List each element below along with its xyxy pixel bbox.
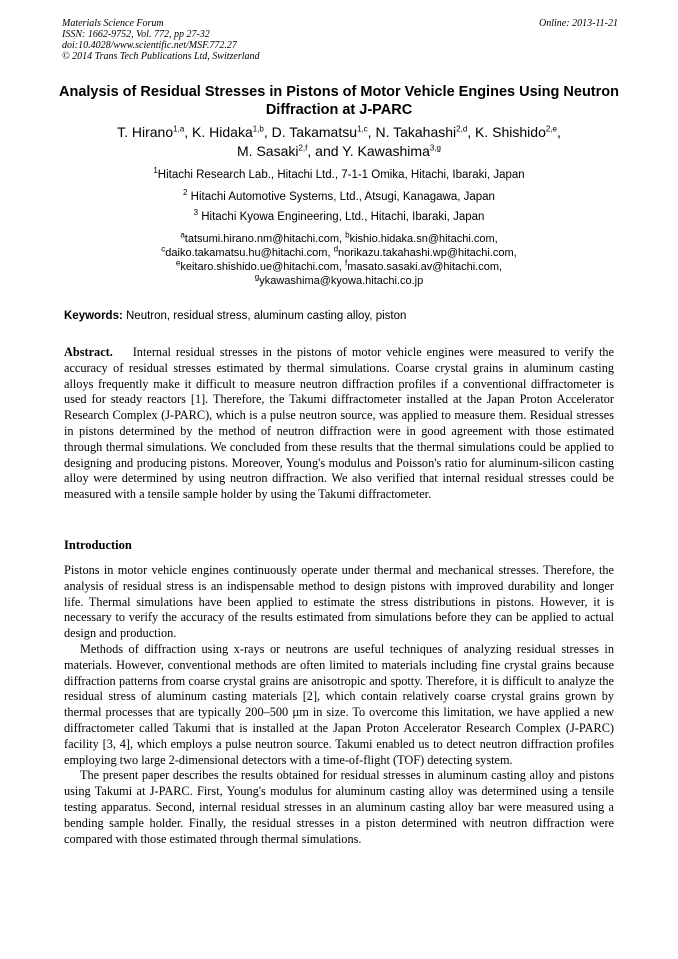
affiliation-2 xyxy=(40,190,638,204)
email-address[interactable]: masato.sasaki.av@hitachi.com, xyxy=(347,261,503,273)
abstract-label: Abstract. xyxy=(64,345,113,359)
abstract-text: Internal residual stresses in the pistons of motor vehicle engines were measured to verify the accuracy of residual stresses estimated by thermal simulations. Coarse crystal grains in aluminum casting alloys frequently make it difficult to measure neutron diffraction profiles if a conventional diffractometer is used for steady reactors [1]. Therefore, the Takumi diffractometer installed at the Japan Proton Accelerator Research Complex (J-PARC), which is a pulse neutron source, was applied to measure them. Residual stresses in pistons determined by the method of neutron diffraction were in good agreement with those estimated through thermal simulations. We concluded from these results that the thermal simulations could be applied to designing and producing pistons. Moreover, Young's modulus and Poisson's ratio for aluminum-silicon casting alloy were determined by using neutron diffraction. We also verified that internal residual stresses could be measured with a tensile sample holder by using the Takumi diffractometer. xyxy=(64,345,614,502)
email-address[interactable]: daiko.takamatsu.hu@hitachi.com, xyxy=(165,247,334,259)
paragraph: Pistons in motor vehicle engines continuously operate under thermal and mechanical stresses. Therefore, the analysis of residual stress is an indispensable method to design pistons with improved durability and longer life. Thermal simulations have been applied to estimate the stress distributions in pistons. However, it is necessary to verify the accuracy of the results estimated from simulations before they can be applied to actual design and production. xyxy=(64,563,614,641)
author-affil-mark: 1,c xyxy=(357,124,368,134)
author-name: M. Sasaki xyxy=(237,143,299,159)
email-mark: b xyxy=(345,230,350,240)
author-separator: , and xyxy=(307,143,343,159)
email-mark: d xyxy=(333,244,339,254)
author-separator: , xyxy=(263,124,272,140)
email-address[interactable]: ykawashima@kyowa.hitachi.co.jp xyxy=(259,275,424,287)
email-mark: c xyxy=(161,244,166,254)
author-separator: , xyxy=(367,124,376,140)
author-name: N. Takahashi xyxy=(375,124,457,140)
author xyxy=(375,124,467,140)
email-list xyxy=(40,232,638,288)
author-name: K. Hidaka xyxy=(192,124,253,140)
author-affil-mark: 2,e xyxy=(545,124,557,134)
author-affil-mark: 2,f xyxy=(298,143,308,153)
affiliation-text: Hitachi Automotive Systems, Ltd., Atsugi, Kanagawa, Japan xyxy=(187,191,495,203)
copyright-line: © 2014 Trans Tech Publications Ltd, Switzerland xyxy=(62,51,260,62)
affiliation-1 xyxy=(40,168,638,182)
email-address[interactable]: keitaro.shishido.ue@hitachi.com, xyxy=(180,261,345,273)
author-list xyxy=(50,123,628,161)
affiliation-text: Hitachi Kyowa Engineering, Ltd., Hitachi, Ibaraki, Japan xyxy=(198,211,485,223)
author-affil-mark: 2,d xyxy=(456,124,468,134)
author-separator: , xyxy=(184,124,193,140)
affiliation-mark: 3 xyxy=(193,208,199,218)
online-date: Online: 2013-11-21 xyxy=(539,18,618,29)
author-name: Y. Kawashima xyxy=(342,143,430,159)
keywords-line xyxy=(64,309,614,324)
author-name: D. Takamatsu xyxy=(271,124,357,140)
keywords-label: Keywords: xyxy=(64,310,123,322)
author xyxy=(192,124,264,140)
author xyxy=(237,143,307,159)
author-affil-mark: 1,b xyxy=(252,124,264,134)
affiliation-mark: 1 xyxy=(153,166,158,176)
email-mark: a xyxy=(180,230,185,240)
journal-name: Materials Science Forum xyxy=(62,18,164,29)
journal-header xyxy=(62,18,618,62)
author xyxy=(117,124,184,140)
email-mark: g xyxy=(254,272,260,282)
author-name: K. Shishido xyxy=(475,124,546,140)
author xyxy=(342,143,441,159)
affiliation-text: Hitachi Research Lab., Hitachi Ltd., 7-1-1 Omika, Hitachi, Ibaraki, Japan xyxy=(157,169,525,181)
email-address[interactable]: norikazu.takahashi.wp@hitachi.com, xyxy=(338,247,517,259)
email-mark: f xyxy=(345,258,348,268)
keywords-text: Neutron, residual stress, aluminum casting alloy, piston xyxy=(122,310,407,322)
paragraph: The present paper describes the results obtained for residual stresses in aluminum casting alloy and pistons using Takumi at J-PARC. First, Young's modulus for aluminum casting alloy was determined using a tensile testing apparatus. Second, internal residual stresses in an aluminum casting alloy bar were measured using a bending sample holder. Finally, the residual stresses in a piston determined with neutron diffraction were compared with those estimated through thermal simulations. xyxy=(64,768,614,846)
author-affil-mark: 1,a xyxy=(173,124,185,134)
section-heading-introduction: Introduction xyxy=(64,538,132,552)
email-address[interactable]: tatsumi.hirano.nm@hitachi.com, xyxy=(184,233,346,245)
author xyxy=(272,124,368,140)
email-address[interactable]: kishio.hidaka.sn@hitachi.com, xyxy=(349,233,498,245)
author-affil-mark: 3,g xyxy=(429,143,441,153)
author-separator: , xyxy=(467,124,476,140)
author-name: T. Hirano xyxy=(117,124,174,140)
doi-line: doi:10.4028/www.scientific.net/MSF.772.27 xyxy=(62,40,237,51)
affiliation-3 xyxy=(40,210,638,224)
email-mark: e xyxy=(175,258,181,268)
affiliation-mark: 2 xyxy=(183,188,188,198)
issn-line: ISSN: 1662-9752, Vol. 772, pp 27-32 xyxy=(62,29,210,40)
paper-title: Analysis of Residual Stresses in Pistons of Motor Vehicle Engines Using Neutron Diffraction at J-PARC xyxy=(59,84,619,118)
paragraph: Methods of diffraction using x-rays or neutrons are useful techniques of analyzing residual stresses in materials. However, conventional methods are often limited to materials including fine crystal grains because diffraction patterns from coarse crystal grains are anisotropic and spotty. Therefore, it is difficult to analyze the residual stress of aluminum casting materials [2], which contain relatively coarse crystal grains grown by thermal processes that are typically 200–500 µm in size. To overcome this limitation, we have applied a new diffractometer called Takumi that is installed at the Japan Proton Accelerator Research Complex (J-PARC) facility [3, 4], which employs a pulse neutron source. Takumi enabled us to detect neutron diffraction profiles employing two large 2-dimensional detectors with a time-of-flight (TOF) detecting system. xyxy=(64,641,614,767)
author xyxy=(475,124,557,140)
author-separator: , xyxy=(557,124,561,140)
introduction-body xyxy=(64,563,614,847)
abstract xyxy=(64,345,614,503)
